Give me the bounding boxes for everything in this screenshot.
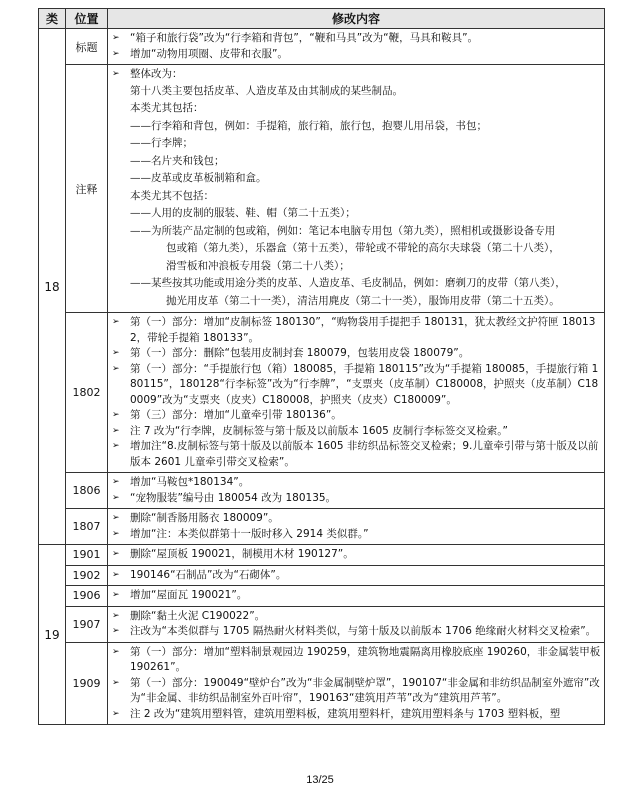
table-row	[39, 29, 605, 65]
content-cell	[108, 586, 605, 607]
list-item: ➢ 整体改为：	[112, 67, 601, 83]
table-row	[39, 65, 605, 313]
bullet-arrow-icon: ➢	[112, 48, 120, 59]
content-cell	[108, 642, 605, 725]
content-cell	[108, 313, 605, 473]
bullet-arrow-icon: ➢	[112, 708, 120, 719]
list-item: ➢ 注 7 改为“行李牌，皮制标签与第十版及以前版本 1605 皮制行李标签交叉检索。”	[112, 424, 601, 440]
note-line: ——行李箱和背包，例如：手提箱，旅行箱，旅行包，抱婴儿用吊袋，书包；	[130, 119, 487, 132]
position-cell: 标题	[66, 29, 108, 65]
bullet-arrow-icon: ➢	[112, 610, 120, 621]
bullet-arrow-icon: ➢	[112, 363, 120, 374]
class-cell-18: 18	[39, 29, 66, 545]
bullet-arrow-icon: ➢	[112, 646, 120, 657]
table-row	[39, 545, 605, 566]
bullet-arrow-icon: ➢	[112, 677, 120, 688]
list-item: ➢ 第（一）部分：190049“壁炉台”改为“非金属制壁炉罩”，190107“非金属和非纺织品制室外遮帘”改为“非金属、非纺织品制室外百叶帘”，190163“建筑用芦苇”改为“建筑用芦苇”。	[112, 676, 600, 704]
table-row	[39, 606, 605, 642]
list-item: ➢ 增加注“8.皮制标签与第十版及以前版本 1605 非纺织品标签交叉检索；9.儿童牵引带与第十版及以前版本 2601 儿童牵引带交叉检索”。	[112, 440, 599, 468]
position-cell: 1906	[66, 586, 108, 607]
note-line: ——为所装产品定制的包或箱，例如：笔记本电脑专用包（第九类），照相机或摄影设备专用	[130, 224, 556, 237]
bullet-arrow-icon: ➢	[112, 590, 120, 600]
content-cell	[108, 65, 605, 313]
list-item: ➢ 注改为“本类似群与 1705 隔热耐火材料类似，与第十版及以前版本 1706 绝缘耐火材料交叉检索”。	[112, 624, 601, 640]
content-cell	[108, 509, 605, 545]
bullet-arrow-icon: ➢	[112, 477, 120, 487]
content-cell	[108, 29, 605, 65]
bullet-arrow-icon: ➢	[112, 626, 120, 636]
bullet-arrow-icon: ➢	[112, 569, 120, 580]
revision-table	[38, 8, 605, 725]
class-cell-19: 19	[39, 545, 66, 725]
bullet-arrow-icon: ➢	[112, 528, 120, 539]
note-line: 本类尤其不包括：	[130, 189, 214, 202]
note-line: ——皮革或皮革板制箱和盒。	[130, 172, 267, 184]
position-cell: 1802	[66, 313, 108, 473]
position-cell: 1907	[66, 606, 108, 642]
bullet-arrow-icon: ➢	[112, 69, 120, 79]
table-row	[39, 509, 605, 545]
table-row	[39, 313, 605, 473]
list-item: ➢ 删除“屋顶板 190021，制模用木材 190127”。	[112, 547, 601, 563]
bullet-arrow-icon: ➢	[112, 425, 120, 436]
list-item: ➢ 第（一）部分：增加“塑料制景观园边 190259，建筑物地震隔离用橡胶底座 190260，非金属装甲板 190261”。	[112, 645, 601, 673]
list-item: ➢ 第（一）部分：“手提旅行包（箱）180085，手提箱 180115”改为“手提箱 180085，手提旅行箱 180115”，180128“行李标签”改为“行李牌”，“支票夹（皮革制）C180008，护照夹（皮革制）C180009”改为“支票夹（皮夹）C180008，护照夹（皮夹）C180009”。	[112, 362, 599, 406]
bullet-arrow-icon: ➢	[112, 549, 120, 559]
header-position: 位置	[66, 9, 108, 29]
position-cell: 1901	[66, 545, 108, 566]
position-cell: 1909	[66, 642, 108, 725]
list-item: ➢ 增加“注：本类似群第十一版时移入 2914 类似群。”	[112, 527, 601, 543]
note-line: 包或箱（第九类），乐器盒（第十五类），带轮或不带轮的高尔夫球袋（第二十八类），	[166, 242, 560, 254]
table-row	[39, 642, 605, 725]
note-line: 滑雪板和冲浪板专用袋（第二十八类）；	[166, 259, 350, 272]
list-item: ➢ “宠物服装”编号由 180054 改为 180135。	[112, 491, 601, 507]
table-row	[39, 565, 605, 586]
bullet-arrow-icon: ➢	[112, 348, 120, 358]
bullet-arrow-icon: ➢	[112, 513, 120, 523]
bullet-arrow-icon: ➢	[112, 317, 120, 327]
bullet-arrow-icon: ➢	[112, 441, 120, 451]
revision-table-page	[38, 8, 604, 725]
content-cell	[108, 565, 605, 586]
list-item: ➢ 删除“黏土火泥 C190022”。	[112, 609, 601, 625]
note-line: 抛光用皮革（第二十一类），清洁用麂皮（第二十一类），服饰用皮带（第二十五类）。	[166, 294, 560, 307]
list-item: ➢ 注 2 改为“建筑用塑料管，建筑用塑料板，建筑用塑料杆，建筑用塑料条与 1703 塑料板，塑	[112, 707, 601, 723]
table-header-row	[39, 9, 605, 29]
bullet-arrow-icon: ➢	[112, 33, 120, 43]
note-line: ——某些按其功能或用途分类的皮革、人造皮革、毛皮制品，例如：磨剃刀的皮带（第八类），	[130, 277, 566, 289]
note-line: ——人用的皮制的服装、鞋、帽（第二十五类）；	[130, 207, 356, 219]
note-line: 本类尤其包括：	[130, 102, 204, 114]
note-line: 第十八类主要包括皮革、人造皮革及由其制成的某些制品。	[130, 84, 403, 97]
bullet-arrow-icon: ➢	[112, 410, 120, 420]
list-item: ➢ “箱子和旅行袋”改为“行李箱和背包”，“鞭和马具”改为“鞭，马具和鞍具”。	[112, 31, 601, 47]
table-row	[39, 473, 605, 509]
list-item: ➢ 第（一）部分：删除“包装用皮制封套 180079，包装用皮袋 180079”。	[112, 346, 601, 362]
list-item: ➢ 删除“制香肠用肠衣 180009”。	[112, 511, 601, 527]
list-item: ➢ 第（一）部分：增加“皮制标签 180130”，“购物袋用手提把手 180131，犹太教经文护符匣 180132，带轮手提箱 180133”。	[112, 316, 596, 344]
list-item: ➢ 第（三）部分：增加“儿童牵引带 180136”。	[112, 408, 601, 424]
content-cell	[108, 545, 605, 566]
list-item: ➢ 190146“石制品”改为“石砌体”。	[112, 568, 601, 584]
note-line: ——名片夹和钱包；	[130, 154, 225, 167]
list-item: ➢ 增加“动物用项圈、皮带和衣服”。	[112, 47, 601, 63]
note-line: ——行李牌；	[130, 137, 193, 149]
position-cell: 1806	[66, 473, 108, 509]
page-number: 13/25	[306, 774, 334, 786]
position-cell: 1807	[66, 509, 108, 545]
position-cell: 1902	[66, 565, 108, 586]
list-item: ➢ 增加“马鞍包*180134”。	[112, 475, 601, 491]
content-cell	[108, 606, 605, 642]
header-content: 修改内容	[108, 9, 605, 29]
list-item: ➢ 增加“屋面瓦 190021”。	[112, 588, 601, 604]
content-cell	[108, 473, 605, 509]
bullet-arrow-icon: ➢	[112, 492, 120, 503]
position-cell: 注释	[66, 65, 108, 313]
table-row	[39, 586, 605, 607]
header-class: 类	[39, 9, 66, 29]
